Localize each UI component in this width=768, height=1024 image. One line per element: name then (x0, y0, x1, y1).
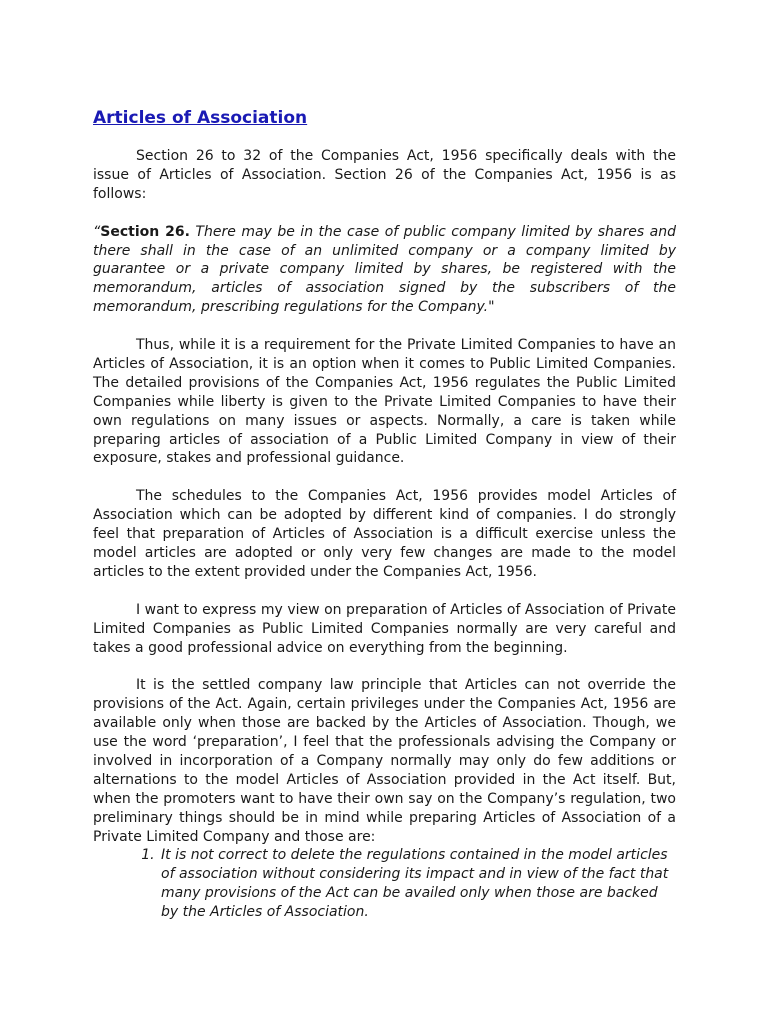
document-body (93, 147, 676, 922)
section-26-quote (93, 223, 676, 318)
numbered-list (93, 846, 676, 922)
paragraph: Thus, while it is a requirement for the Private Limited Companies to have an Articles of Association, it is an option when it comes to Public Limited Companies. The detailed provisions of the Companies Act, 1956 regulates the Public Limited Companies while liberty is given to the Private Limited Companies to have their own regulations on many issues or aspects. Normally, a care is taken while preparing articles of association of a Public Limited Company in view of their exposure, stakes and professional guidance. (93, 337, 676, 467)
intro-paragraph: Section 26 to 32 of the Companies Act, 1956 specifically deals with the issue of Articles of Association. Section 26 of the Companies Act, 1956 is as follows: (93, 148, 676, 202)
list-item: 1. It is not correct to delete the regulations contained in the model articles of association without considering its impact and in view of the fact that many provisions of the Act can be availed only when those are backed by the Articles of Association. (159, 846, 676, 922)
quote-open-mark: “ (93, 223, 101, 240)
document-title: Articles of Association (93, 108, 308, 128)
paragraph: The schedules to the Companies Act, 1956 provides model Articles of Association which can be adopted by different kind of companies. I do strongly feel that preparation of Articles of Association is a difficult exercise unless the model articles are adopted or only very few changes are made to the model articles to the extent provided under the Companies Act, 1956. (93, 488, 676, 580)
quote-section-label: Section 26. (100, 223, 190, 240)
quote-text: There may be in the case of public company limited by shares and there shall in the case of an unlimited company or a company limited by guarantee or a private company limited by shares, be registered with the memorandum, articles of association signed by the subscribers of the memorandum, prescribing regulations for the Company." (93, 223, 676, 316)
paragraph: I want to express my view on preparation of Articles of Association of Private Limited Companies as Public Limited Companies normally are very careful and takes a good professional advice on everything from the beginning. (93, 601, 676, 656)
paragraph: It is the settled company law principle that Articles can not override the provisions of the Act. Again, certain privileges under the Companies Act, 1956 are available only when those are backed by the Articles of Association. Though, we use the word ‘preparation’, I feel that the professionals advising the Company or involved in incorporation of a Company normally may only do few additions or alternations to the model Articles of Association provided in the Act itself. But, when the promoters want to have their own say on the Company’s regulation, two preliminary things should be in mind while preparing Articles of Association of a Private Limited Company and those are: (93, 677, 676, 845)
